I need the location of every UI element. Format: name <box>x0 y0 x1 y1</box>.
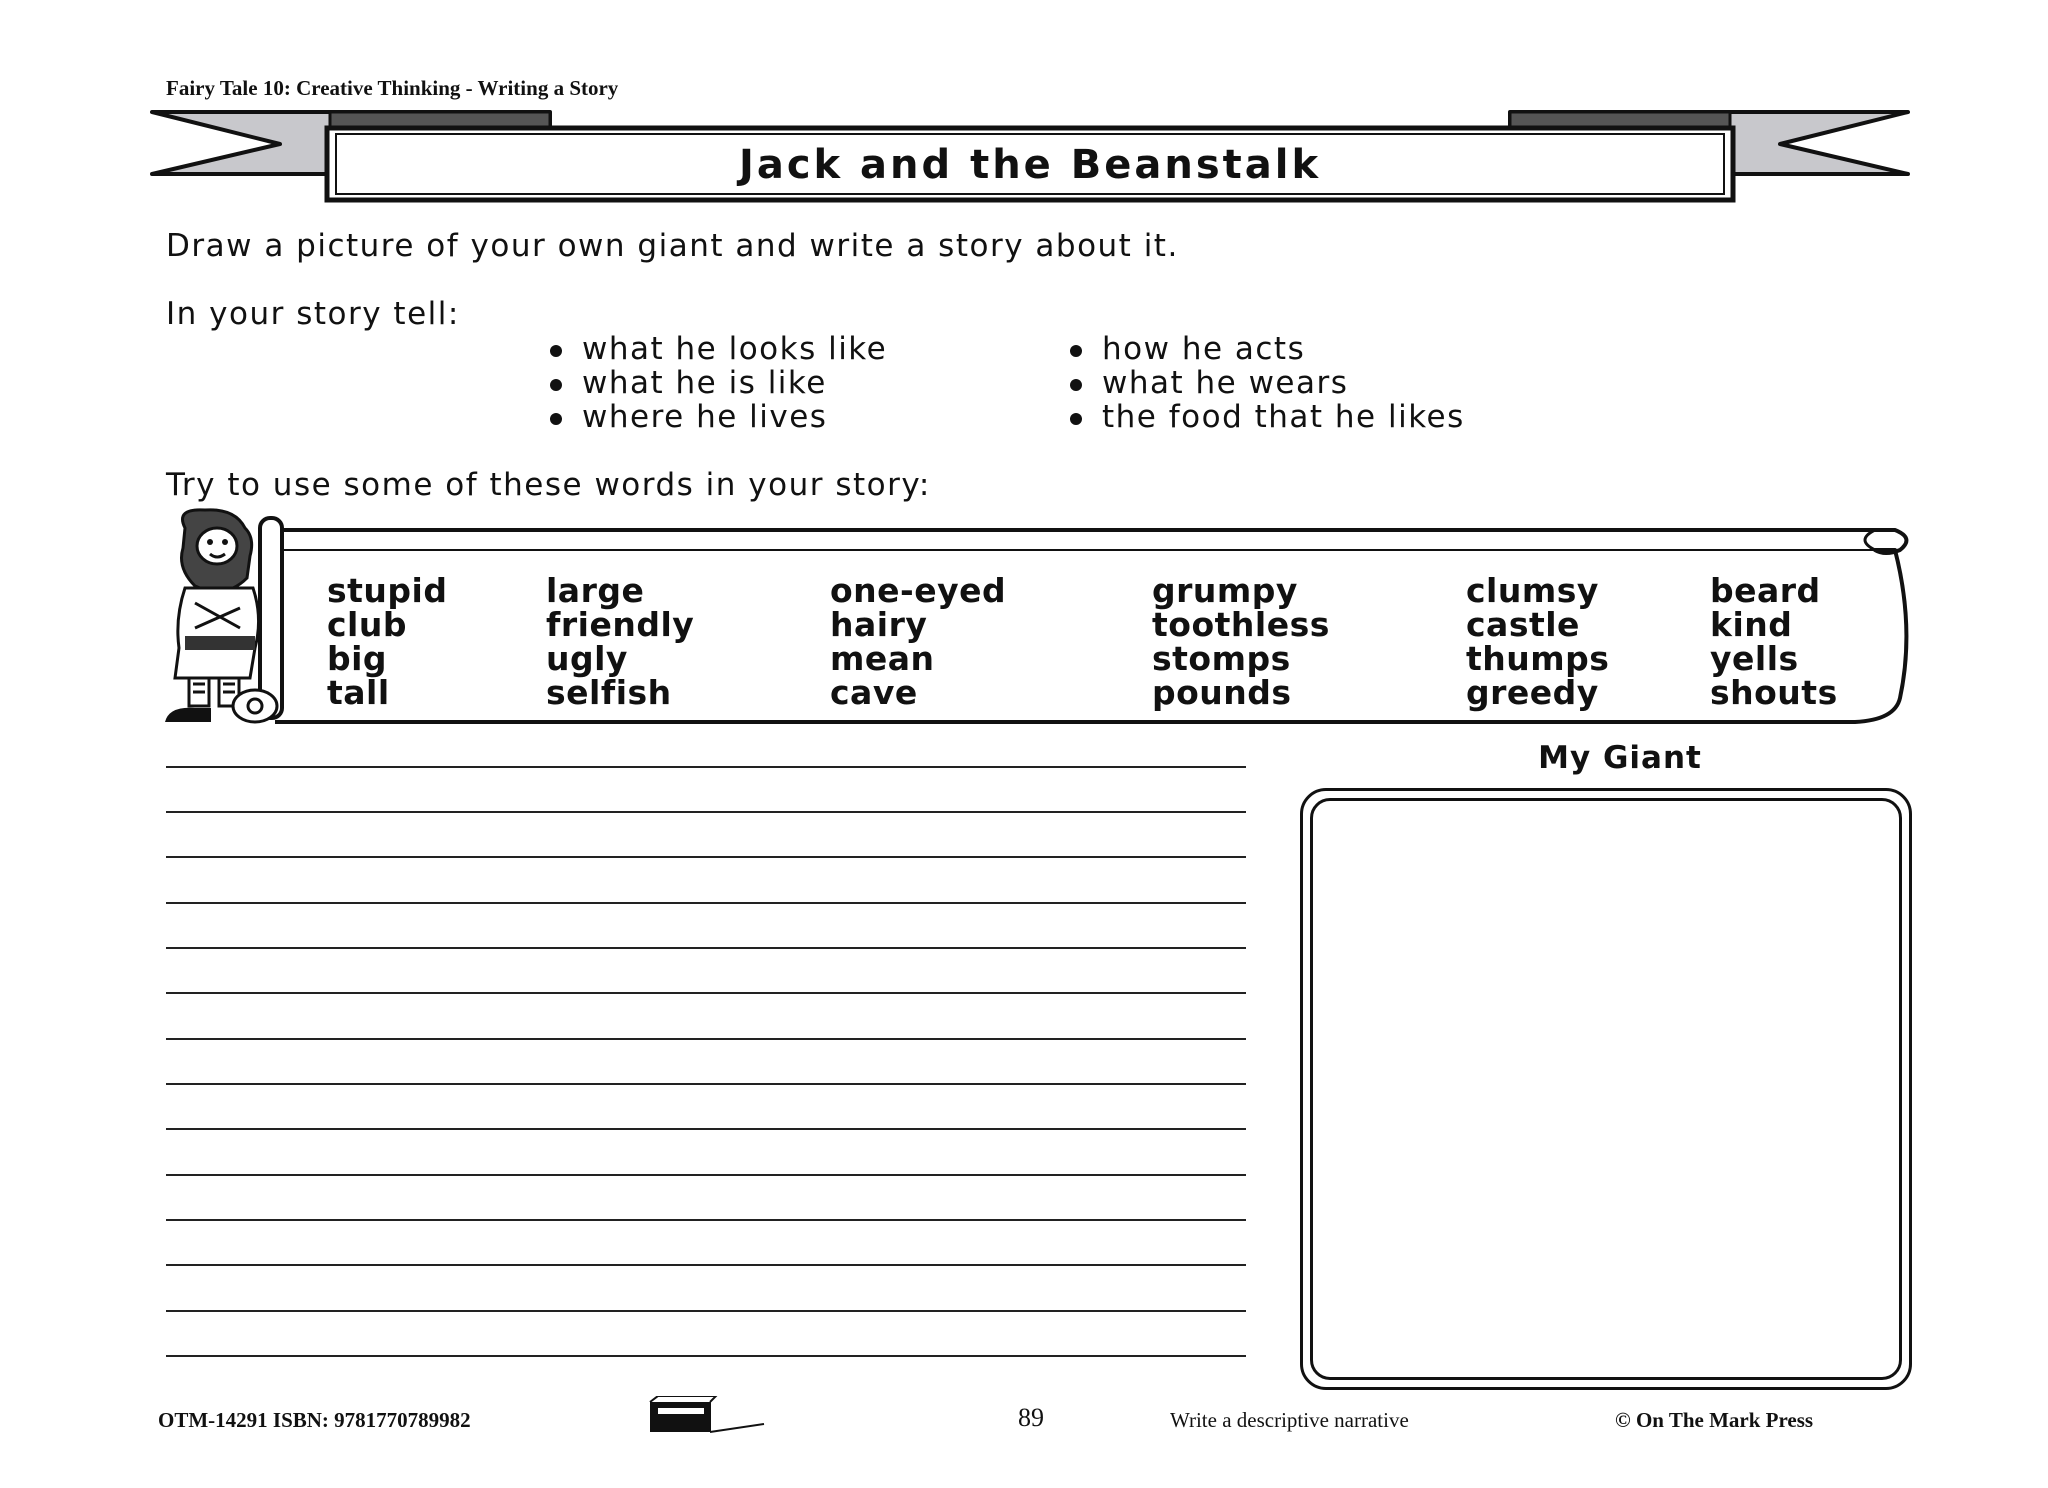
word-item: toothless <box>1152 605 1330 644</box>
drawing-box-title: My Giant <box>1538 740 1702 776</box>
bullet-item: what he wears <box>1066 366 1465 400</box>
bullet-item: where he lives <box>546 400 887 434</box>
story-bullets-right <box>1066 332 1465 434</box>
word-item: club <box>327 605 407 644</box>
bullet-item: what he looks like <box>546 332 887 366</box>
word-column-3 <box>830 571 1007 712</box>
word-column-4 <box>1152 571 1330 712</box>
word-item: beard <box>1710 571 1821 610</box>
word-item: cave <box>830 673 918 712</box>
word-item: shouts <box>1710 673 1838 712</box>
writing-line[interactable] <box>166 811 1246 813</box>
writing-line[interactable] <box>166 1355 1246 1357</box>
word-column-6 <box>1710 571 1838 712</box>
word-item: selfish <box>546 673 672 712</box>
word-item: kind <box>1710 605 1793 644</box>
footer-copyright: © On The Mark Press <box>1615 1408 1814 1432</box>
word-column-2 <box>546 571 695 712</box>
bullet-item: the food that he likes <box>1066 400 1465 434</box>
writing-line[interactable] <box>166 902 1246 904</box>
writing-line[interactable] <box>166 1038 1246 1040</box>
story-bullets-left <box>546 332 887 434</box>
word-item: large <box>546 571 645 610</box>
word-item: pounds <box>1152 673 1292 712</box>
word-item: one-eyed <box>830 571 1007 610</box>
page-title: Jack and the Beanstalk <box>738 142 1322 188</box>
header-caption: Fairy Tale 10: Creative Thinking - Writing a Story <box>166 76 619 100</box>
giant-cartoon-icon <box>165 510 282 722</box>
word-item: big <box>327 639 388 678</box>
word-item: castle <box>1466 605 1580 644</box>
bullet-item: how he acts <box>1066 332 1465 366</box>
writing-line[interactable] <box>166 1310 1246 1312</box>
writing-line[interactable] <box>166 1128 1246 1130</box>
writing-line[interactable] <box>166 1083 1246 1085</box>
word-item: yells <box>1710 639 1799 678</box>
word-item: clumsy <box>1466 571 1599 610</box>
drawing-box-inner-border <box>1310 798 1902 1380</box>
instruction-words: Try to use some of these words in your story: <box>166 467 931 503</box>
word-item: greedy <box>1466 673 1599 712</box>
writing-line[interactable] <box>166 1219 1246 1221</box>
word-item: tall <box>327 673 390 712</box>
instruction-draw: Draw a picture of your own giant and write a story about it. <box>166 228 1179 264</box>
page-number: 89 <box>1018 1403 1044 1432</box>
word-item: grumpy <box>1152 571 1298 610</box>
footer-description: Write a descriptive narrative <box>1170 1408 1409 1432</box>
book-icon <box>648 1396 766 1436</box>
word-item: mean <box>830 639 935 678</box>
instruction-tell: In your story tell: <box>166 296 460 332</box>
word-item: friendly <box>546 605 695 644</box>
writing-line[interactable] <box>166 766 1246 768</box>
writing-line[interactable] <box>166 992 1246 994</box>
writing-line[interactable] <box>166 1264 1246 1266</box>
word-column-5 <box>1466 571 1610 712</box>
word-item: stupid <box>327 571 448 610</box>
writing-line[interactable] <box>166 856 1246 858</box>
word-column-1 <box>327 571 448 712</box>
writing-line[interactable] <box>166 1174 1246 1176</box>
word-item: thumps <box>1466 639 1610 678</box>
word-item: stomps <box>1152 639 1291 678</box>
word-item: hairy <box>830 605 928 644</box>
footer-isbn: OTM-14291 ISBN: 9781770789982 <box>158 1408 471 1432</box>
word-item: ugly <box>546 639 628 678</box>
writing-line[interactable] <box>166 947 1246 949</box>
bullet-item: what he is like <box>546 366 887 400</box>
